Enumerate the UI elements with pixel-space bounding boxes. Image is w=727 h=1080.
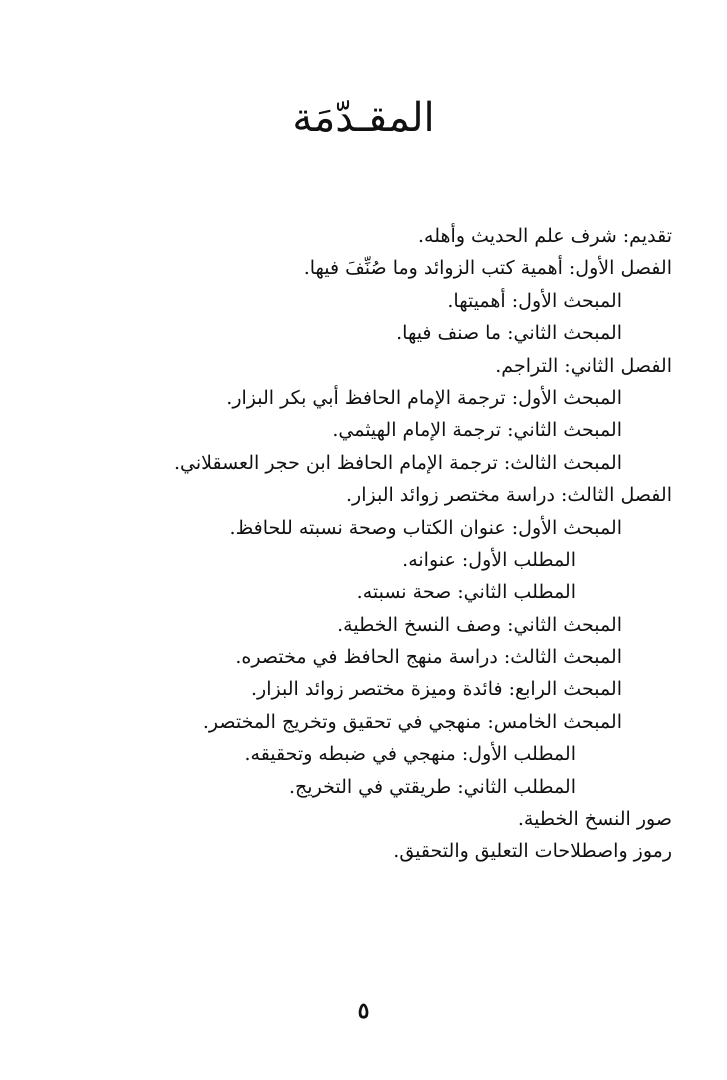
toc-entry: المبحث الثاني: ما صنف فيها.	[396, 322, 622, 345]
toc-entry: المبحث الثالث: دراسة منهج الحافظ في مختصره.	[235, 646, 622, 669]
toc-entry: المبحث الخامس: منهجي في تحقيق وتخريج المختصر.	[202, 710, 622, 733]
toc-entry: المبحث الثالث: ترجمة الإمام الحافظ ابن حجر العسقلاني.	[173, 451, 622, 474]
table-of-contents	[32, 220, 672, 868]
toc-entry: المطلب الثاني: طريقتي في التخريج.	[289, 775, 576, 798]
toc-entry: الفصل الأول: أهمية كتب الزوائد وما صُنِّفَ فيها.	[303, 257, 672, 280]
toc-entry: المطلب الثاني: صحة نسبته.	[356, 581, 576, 604]
toc-entry: صور النسخ الخطية.	[517, 808, 672, 831]
toc-entry: المبحث الرابع: فائدة وميزة مختصر زوائد البزار.	[251, 678, 622, 701]
toc-entry: الفصل الثاني: التراجم.	[495, 354, 672, 377]
toc-entry: المطلب الأول: عنوانه.	[402, 548, 576, 571]
toc-entry: المبحث الأول: ترجمة الإمام الحافظ أبي بكر البزار.	[226, 386, 622, 409]
toc-entry: المبحث الأول: عنوان الكتاب وصحة نسبته للحافظ.	[229, 516, 622, 539]
toc-entry: المطلب الأول: منهجي في ضبطه وتحقيقه.	[244, 743, 576, 766]
toc-entry: المبحث الأول: أهميتها.	[447, 289, 622, 312]
page-title: المقـدّمَة	[292, 95, 435, 141]
toc-entry: المبحث الثاني: ترجمة الإمام الهيثمي.	[332, 419, 622, 442]
toc-entry: الفصل الثالث: دراسة مختصر زوائد البزار.	[345, 484, 672, 507]
page-number: ٥	[357, 998, 370, 1024]
toc-entry: رموز واصطلاحات التعليق والتحقيق.	[393, 840, 672, 863]
toc-entry: المبحث الثاني: وصف النسخ الخطية.	[337, 613, 622, 636]
toc-entry: تقديم: شرف علم الحديث وأهله.	[418, 225, 672, 247]
